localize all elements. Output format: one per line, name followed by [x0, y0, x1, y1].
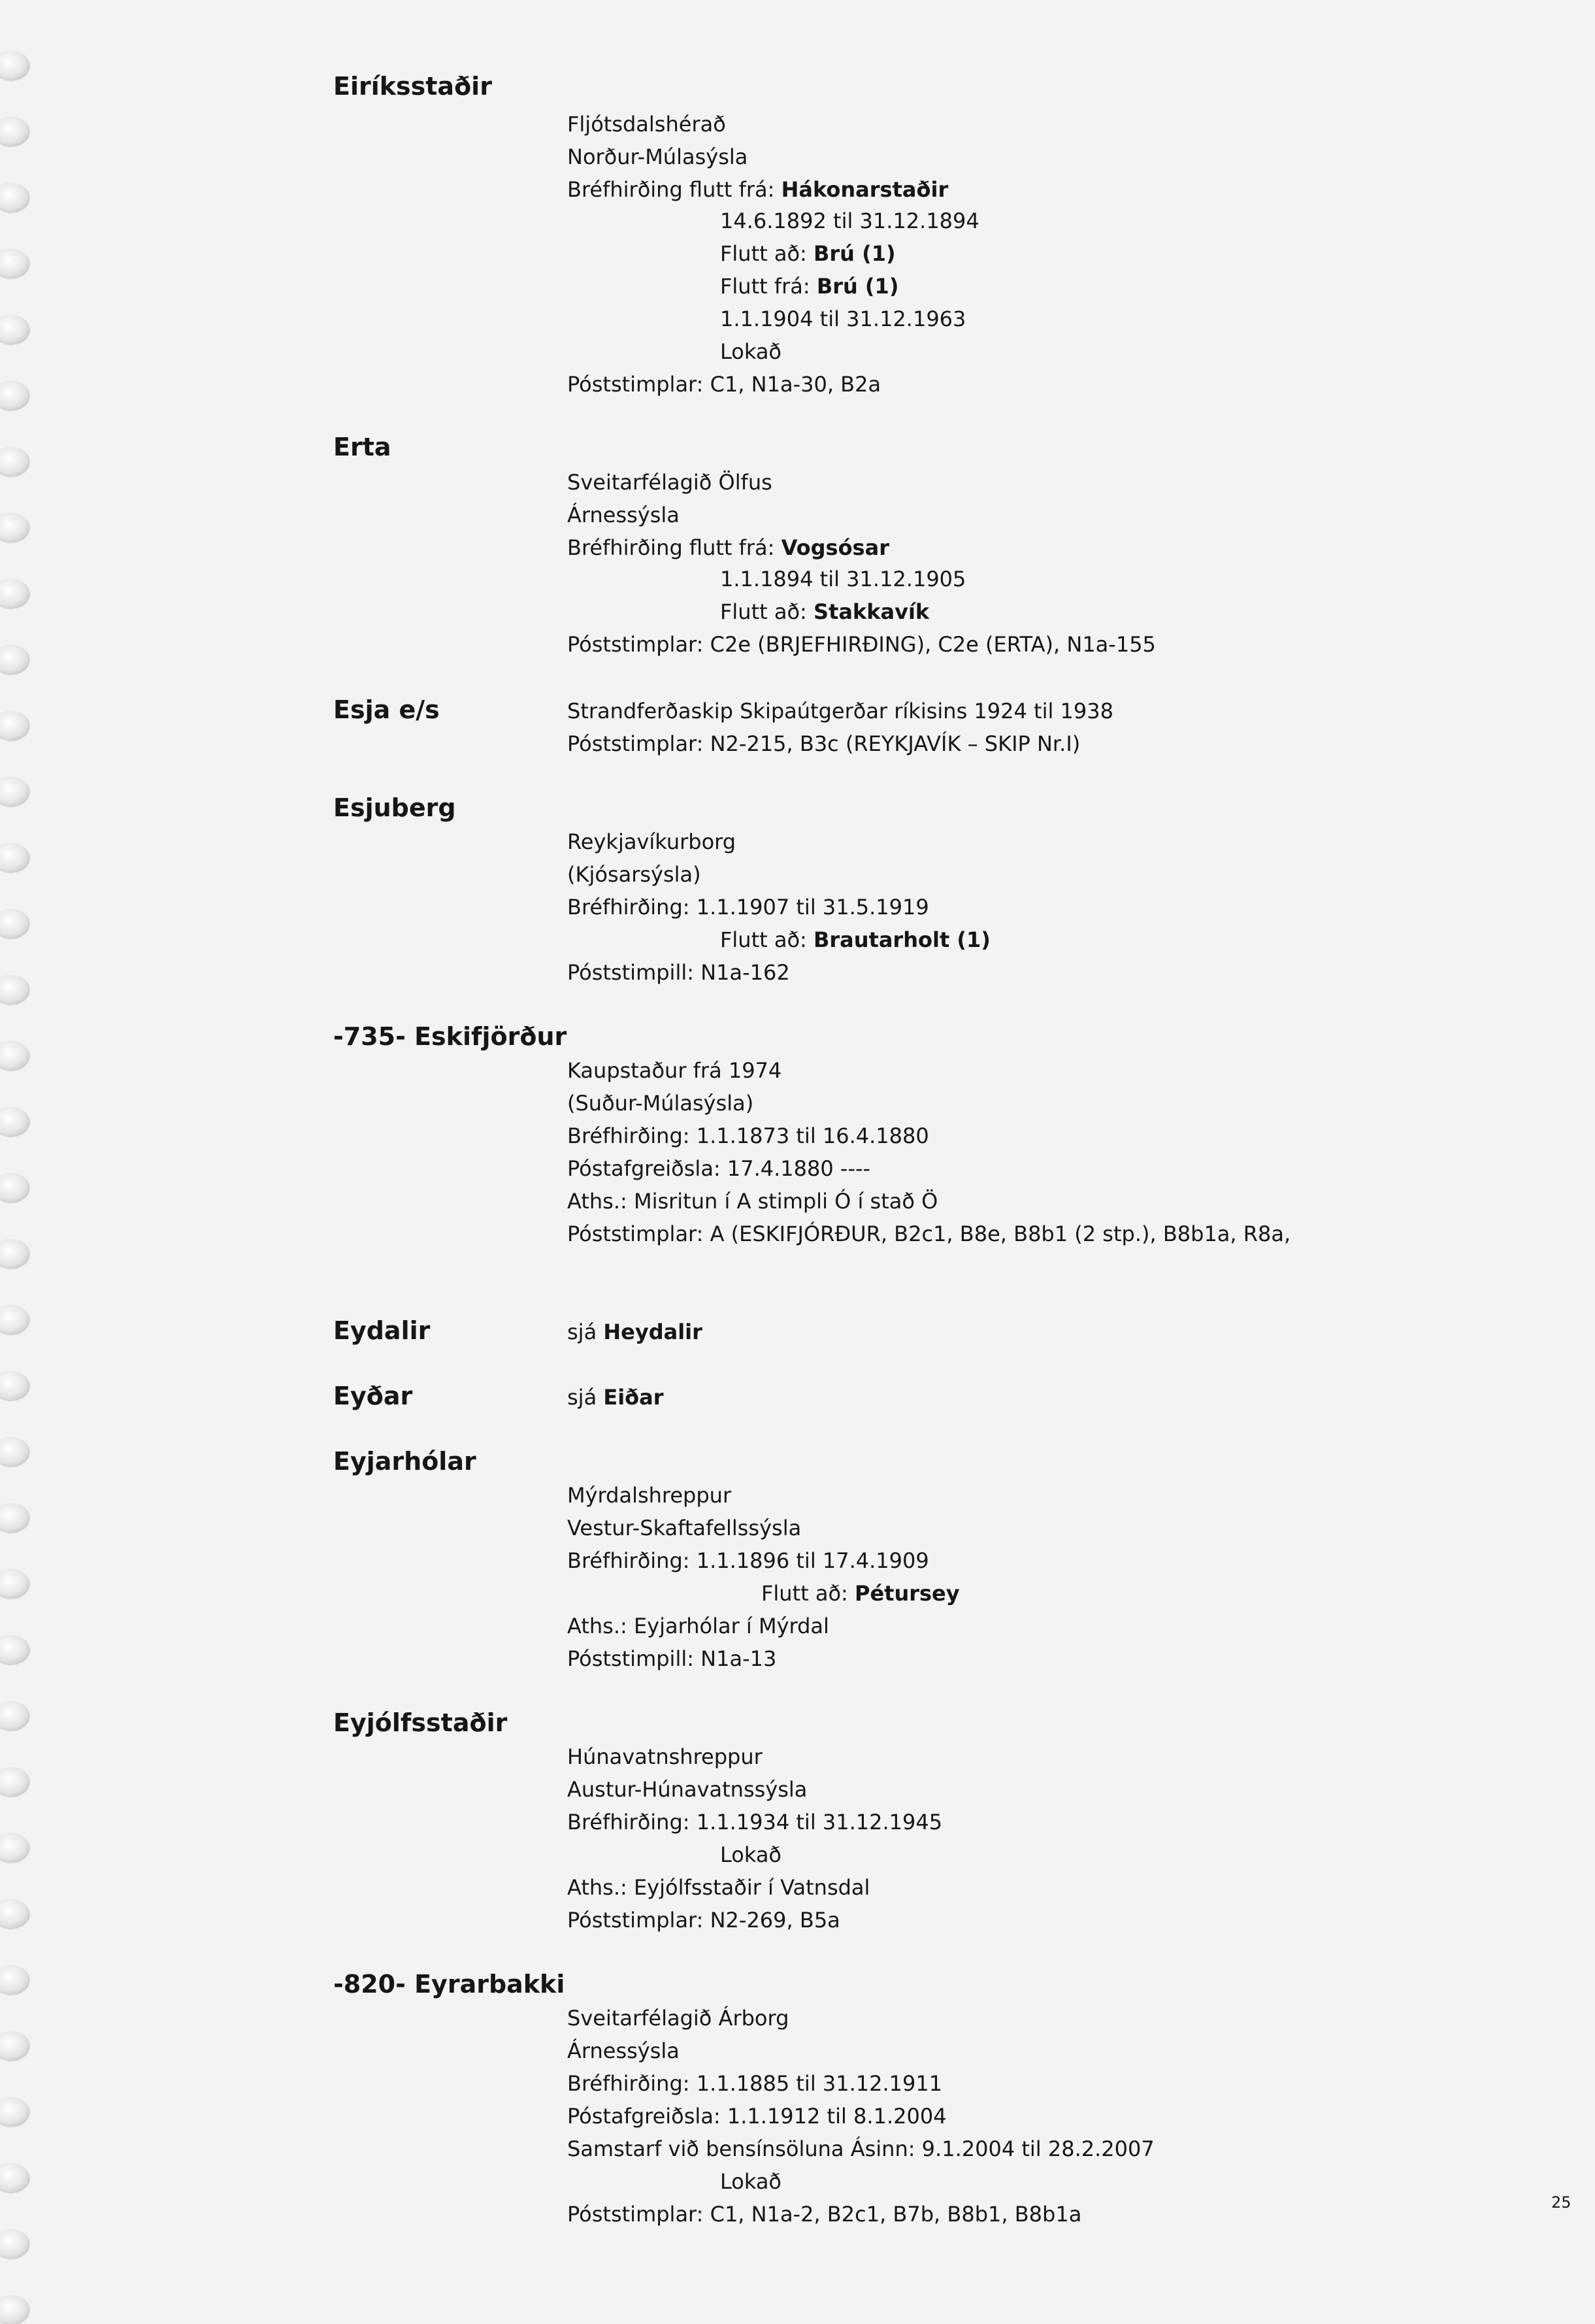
binding-hole: [0, 381, 29, 410]
entry-line: Árnessýsla: [567, 2038, 680, 2063]
entry-heading: Eyðar: [333, 1382, 413, 1410]
binding-holes: [0, 0, 39, 2285]
entry-line: Bréfhirðing: 1.1.1934 til 31.12.1945: [567, 1810, 943, 1834]
binding-hole: [0, 777, 29, 806]
entry-line: Flutt að: Pétursey: [761, 1581, 960, 1606]
binding-hole: [0, 513, 29, 542]
binding-hole: [0, 1701, 29, 1730]
binding-hole: [0, 579, 29, 608]
entry-line: Fljótsdalshérað: [567, 112, 726, 137]
binding-hole: [0, 1635, 29, 1664]
entry-line: 1.1.1894 til 31.12.1905: [720, 567, 966, 591]
binding-hole: [0, 2295, 29, 2324]
binding-hole: [0, 447, 29, 476]
entry-line: Póststimplar: A (ESKIFJÓRÐUR, B2c1, B8e, B8b1 (2 stp.), B8b1a, R8a,: [567, 1221, 1291, 1246]
entry-line: Bréfhirðing: 1.1.1873 til 16.4.1880: [567, 1123, 929, 1148]
entry-line: Strandferðaskip Skipaútgerðar ríkisins 1924 til 1938: [567, 699, 1113, 723]
entry-line: Aths.: Eyjólfsstaðir í Vatnsdal: [567, 1875, 870, 1900]
binding-hole: [0, 183, 29, 212]
entry-line: Póststimpill: N1a-162: [567, 960, 790, 985]
entry-line: Póststimpill: N1a-13: [567, 1646, 777, 1671]
binding-hole: [0, 1965, 29, 1994]
binding-hole: [0, 1437, 29, 1466]
binding-hole: [0, 2097, 29, 2126]
binding-hole: [0, 2229, 29, 2258]
binding-hole: [0, 1899, 29, 1928]
binding-hole: [0, 909, 29, 938]
entry-line: (Kjósarsýsla): [567, 862, 701, 887]
entry-line: 1.1.1904 til 31.12.1963: [720, 307, 966, 331]
binding-hole: [0, 51, 29, 80]
entry-line: Árnessýsla: [567, 503, 680, 527]
entry-line: Vestur-Skaftafellssýsla: [567, 1516, 802, 1540]
entry-line: Aths.: Misritun í A stimpli Ó í stað Ö: [567, 1189, 938, 1214]
binding-hole: [0, 315, 29, 344]
binding-hole: [0, 1041, 29, 1070]
entry-line: Póststimplar: N2-269, B5a: [567, 1908, 840, 1933]
entry-line: Bréfhirðing: 1.1.1885 til 31.12.1911: [567, 2071, 943, 2096]
entry-line: sjá Eiðar: [567, 1385, 664, 1410]
entry-heading: Eyjarhólar: [333, 1447, 476, 1476]
entry-heading: Eydalir: [333, 1316, 431, 1345]
entry-line: sjá Heydalir: [567, 1320, 702, 1344]
entry-line: Kaupstaður frá 1974: [567, 1058, 782, 1083]
binding-hole: [0, 1767, 29, 1796]
entry-line: Flutt að: Brautarholt (1): [720, 927, 991, 952]
binding-hole: [0, 975, 29, 1004]
binding-hole: [0, 843, 29, 872]
binding-hole: [0, 1239, 29, 1268]
entry-line: Aths.: Eyjarhólar í Mýrdal: [567, 1614, 829, 1638]
entry-line: Póstafgreiðsla: 17.4.1880 ----: [567, 1156, 871, 1181]
entry-line: Póststimplar: C1, N1a-30, B2a: [567, 372, 881, 397]
binding-hole: [0, 1173, 29, 1202]
entry-line: Austur-Húnavatnssýsla: [567, 1777, 808, 1802]
entry-line: Bréfhirðing flutt frá: Hákonarstaðir: [567, 177, 949, 202]
entry-line: Póststimplar: C2e (BRJEFHIRÐING), C2e (ERTA), N1a-155: [567, 632, 1156, 657]
entry-line: Samstarf við bensínsöluna Ásinn: 9.1.2004 til 28.2.2007: [567, 2136, 1155, 2161]
entry-line: Flutt frá: Brú (1): [720, 274, 899, 299]
entry-line: Norður-Múlasýsla: [567, 144, 748, 169]
binding-hole: [0, 1107, 29, 1136]
entry-line: Sveitarfélagið Ölfus: [567, 470, 772, 495]
entry-line: 14.6.1892 til 31.12.1894: [720, 208, 979, 233]
entry-heading: -735- Eskifjörður: [333, 1022, 567, 1051]
entry-line: Lokað: [720, 339, 781, 364]
binding-hole: [0, 1371, 29, 1400]
entry-line: Póstafgreiðsla: 1.1.1912 til 8.1.2004: [567, 2104, 947, 2129]
entry-heading: Esja e/s: [333, 695, 440, 724]
entry-line: Póststimplar: C1, N1a-2, B2c1, B7b, B8b1, B8b1a: [567, 2202, 1082, 2227]
entry-line: Póststimplar: N2-215, B3c (REYKJAVÍK – SKIP Nr.I): [567, 731, 1081, 756]
binding-hole: [0, 645, 29, 674]
entry-heading: Eiríksstaðir: [333, 72, 492, 101]
binding-hole: [0, 2031, 29, 2060]
binding-hole: [0, 249, 29, 278]
entry-line: Húnavatnshreppur: [567, 1744, 763, 1769]
entry-heading: Erta: [333, 433, 391, 461]
entry-line: Lokað: [720, 1842, 781, 1867]
binding-hole: [0, 1305, 29, 1334]
entry-line: Bréfhirðing flutt frá: Vogsósar: [567, 535, 889, 560]
binding-hole: [0, 2163, 29, 2192]
page-number: 25: [1551, 2193, 1571, 2212]
entry-line: Lokað: [720, 2169, 781, 2194]
binding-hole: [0, 1833, 29, 1862]
binding-hole: [0, 117, 29, 146]
binding-hole: [0, 1503, 29, 1532]
entry-line: Reykjavíkurborg: [567, 829, 736, 854]
entry-line: Flutt að: Brú (1): [720, 241, 896, 266]
entry-heading: -820- Eyrarbakki: [333, 1970, 565, 1999]
entry-heading: Esjuberg: [333, 793, 456, 822]
entry-line: Sveitarfélagið Árborg: [567, 2006, 789, 2031]
entry-line: (Suður-Múlasýsla): [567, 1091, 754, 1116]
entry-heading: Eyjólfsstaðir: [333, 1708, 508, 1737]
binding-hole: [0, 711, 29, 740]
entry-line: Mýrdalshreppur: [567, 1483, 732, 1508]
entry-line: Bréfhirðing: 1.1.1896 til 17.4.1909: [567, 1548, 929, 1573]
entry-line: Bréfhirðing: 1.1.1907 til 31.5.1919: [567, 895, 929, 920]
binding-hole: [0, 1569, 29, 1598]
entry-line: Flutt að: Stakkavík: [720, 599, 930, 624]
